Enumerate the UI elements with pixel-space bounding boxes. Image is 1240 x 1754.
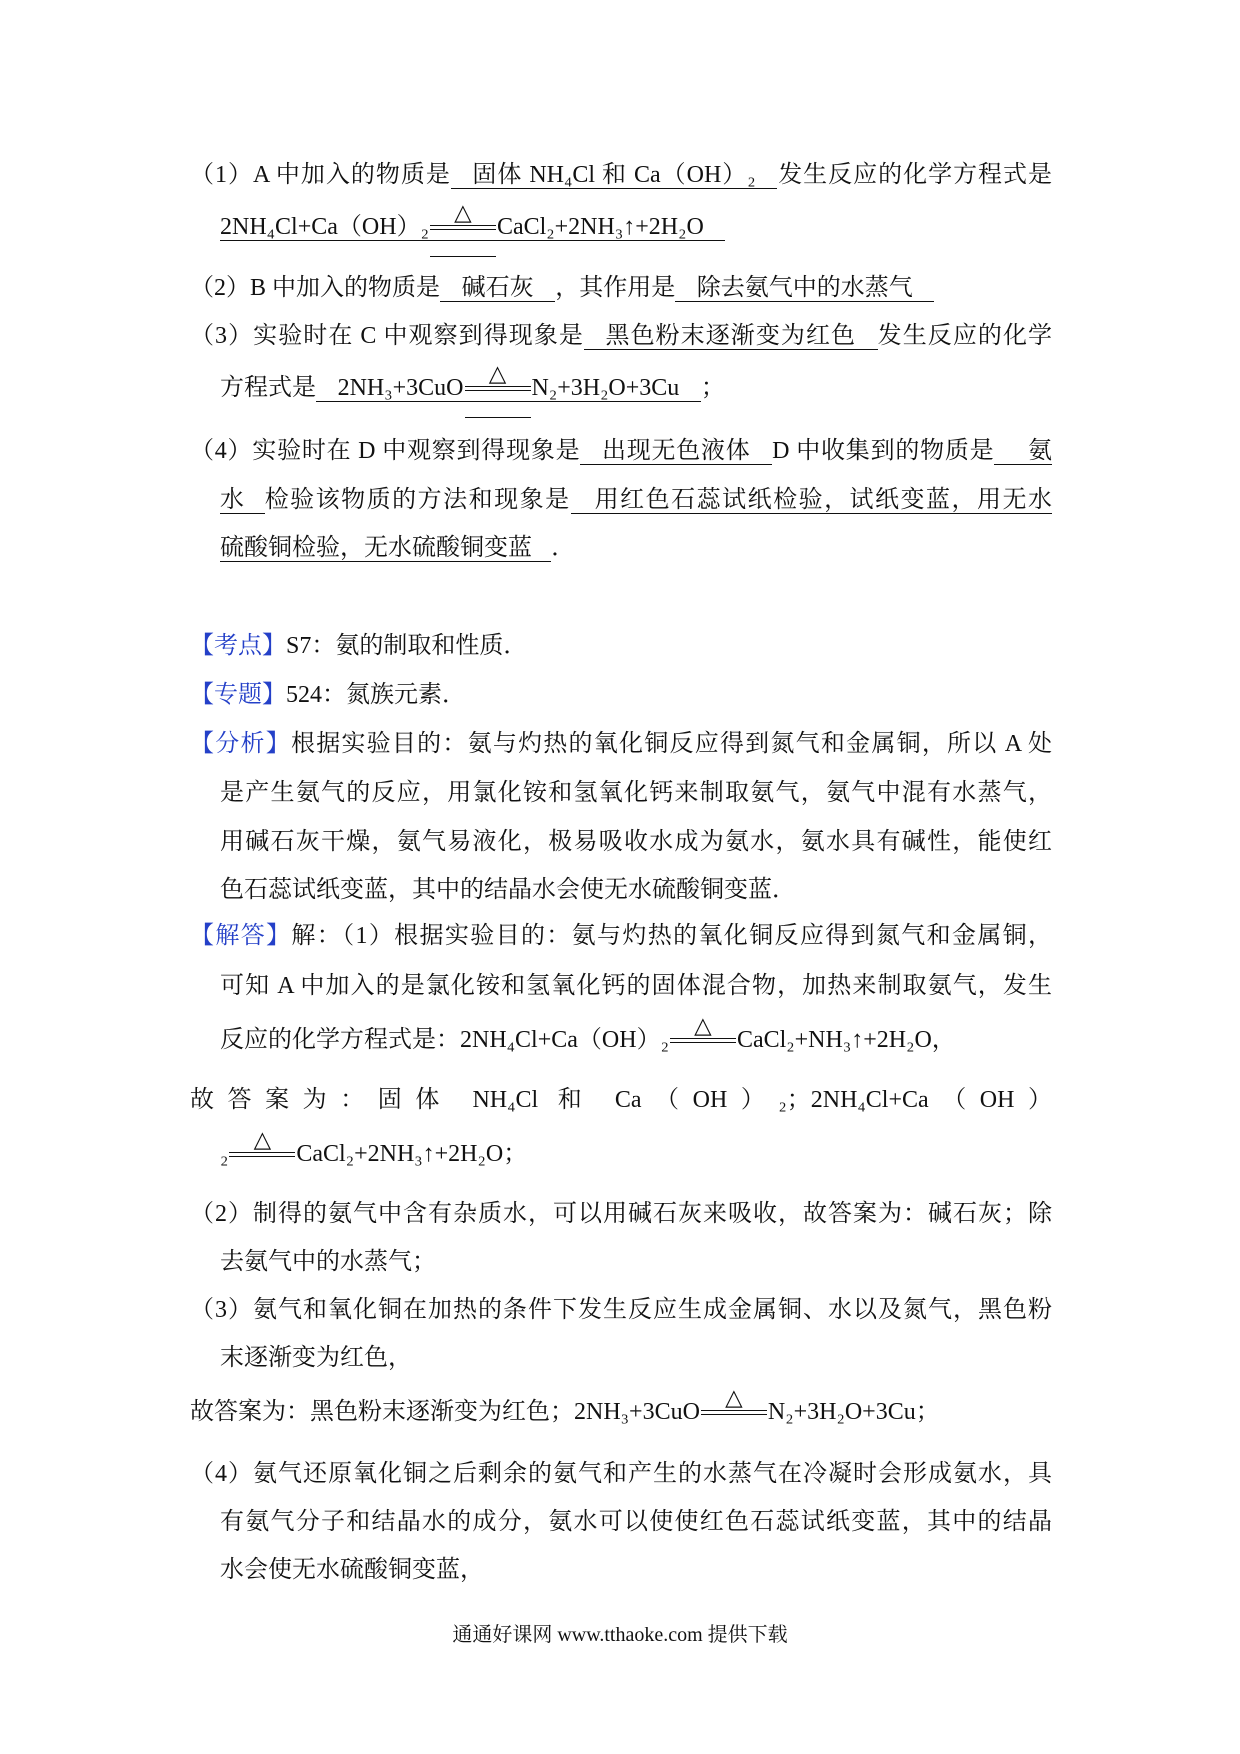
q3-line-2 [220,360,1052,405]
jieda-answer-1-line-1 [190,1083,1052,1117]
q1-prefix: （1）A 中加入的物质是 [190,162,451,188]
jieda-equation-reactants: 2NH₄Cl+Ca（OH）₂ [460,1027,669,1053]
q1-middle: 发生反应的化学方程式是 [777,162,1053,188]
jieda-answer-1-reactants-tail: ₂ [220,1141,229,1167]
jieda-text-2: 可知 A 中加入的是氯化铵和氢氧化钙的固体混合物，加热来制取氨气，发生 [220,973,1052,999]
jieda-part4-line-2 [220,1505,1052,1539]
jieda-answer-1-text: 故答案为：固体 NH₄Cl 和 Ca（OH）₂；2NH₄Cl+Ca（OH） [190,1087,1052,1113]
q3-line-1 [190,319,1052,353]
jieda-part3-double-line-sign [701,1410,767,1415]
jieda-part4-text-2: 有氨气分子和结晶水的成分，氨水可以使使红色石蕊试纸变蓝，其中的结晶 [220,1509,1052,1535]
jieda-part2-line-2 [220,1245,1052,1279]
q2-substance-blank: 碱石灰 [440,275,555,302]
jieda-answer-1-heating-arrow [229,1126,295,1161]
jieda-part4-text-3: 水会使无水硫酸铜变蓝， [220,1557,484,1583]
zhuanti-line [190,678,1052,712]
q1-substance-blank: 固体 NH₄Cl 和 Ca（OH）₂ [451,162,777,189]
q4-substance-blank-part1: 氨 [994,438,1052,465]
jieda-part2-text-1: （2）制得的氨气中含有杂质水，可以用碱石灰来吸收，故答案为：碱石灰；除 [190,1201,1052,1227]
jieda-part2-line-1 [190,1197,1052,1231]
q1-equation-reactants: 2NH₄Cl+Ca（OH）₂ [220,214,429,240]
jieda-part3-heating-triangle-symbol: △ [725,1384,743,1411]
fenxi-tag: 【分析】 [190,731,291,757]
q4-phenomenon-blank: 出现无色液体 [580,438,772,465]
q4-line-1 [190,434,1052,468]
q4-middle: D 中收集到的物质是 [772,438,995,464]
jieda-part3-text-2: 末逐渐变为红色， [220,1345,412,1371]
fenxi-line-2 [220,776,1052,810]
jieda-line-1 [190,919,1052,953]
jieda-line-3 [220,1012,1052,1057]
fenxi-line-1 [190,727,1052,761]
q3-equation-products: N₂+3H₂O+3Cu [531,375,680,401]
jieda-double-line-sign [670,1038,736,1043]
q3-continuation: 方程式是 [220,375,316,401]
q3-heating-triangle-symbol: △ [488,360,507,387]
fenxi-line-4 [220,873,1052,907]
q3-end: ； [700,375,725,401]
q2-line [190,271,1052,305]
jieda-part4-line-1 [190,1457,1052,1491]
fenxi-text-1: 根据实验目的：氨与灼热的氧化铜反应得到氮气和金属铜，所以 A 处 [290,731,1053,757]
q4-line-2 [220,483,1052,517]
q3-middle: 发生反应的化学 [877,323,1052,349]
q4-method-label: 检验该物质的方法和现象是 [264,487,571,513]
jieda-answer-1-products: CaCl₂+2NH₃↑+2H₂O [296,1141,504,1167]
q3-prefix: （3）实验时在 C 中观察到得现象是 [190,323,584,349]
q4-line-3 [220,531,1052,565]
jieda-answer-1-double-line-sign [229,1152,295,1157]
jieda-text-1: 解：（1）根据实验目的：氨与灼热的氧化铜反应得到氮气和金属铜， [291,923,1053,949]
jieda-part2-text-2: 去氨气中的水蒸气； [220,1249,436,1275]
q1-line-1 [190,158,1052,192]
q2-purpose-blank: 除去氨气中的水蒸气 [675,275,934,302]
jieda-tag: 【解答】 [190,923,292,949]
fenxi-text-3: 用碱石灰干燥，氨气易液化，极易吸收水成为氨水，氨水具有碱性，能使红 [220,829,1052,855]
jieda-part3-answer-line [190,1384,1052,1429]
q1-equation-blank [220,199,725,241]
jieda-part3-line-1 [190,1293,1052,1327]
jieda-heating-arrow [670,1012,736,1047]
fenxi-text-2: 是产生氨气的反应，用氯化铵和氢氧化钙来制取氨气，氨气中混有水蒸气， [220,780,1052,806]
jieda-part3-answer-end: ； [915,1399,940,1425]
jieda-part4-text-1: （4）氨气还原氧化铜之后剩余的氨气和产生的水蒸气在冷凝时会形成氨水，具 [190,1461,1052,1487]
fenxi-text-4: 色石蕊试纸变蓝，其中的结晶水会使无水硫酸铜变蓝． [220,877,796,903]
q3-phenomenon-blank: 黑色粉末逐渐变为红色 [584,323,878,350]
q4-method-blank-part1: 用红色石蕊试纸检验，试纸变蓝，用无水 [571,487,1052,514]
jieda-heating-triangle-symbol: △ [694,1012,712,1039]
jieda-equation-prefix: 反应的化学方程式是： [220,1027,460,1053]
q3-equation-blank [316,360,701,402]
q1-line-2 [220,199,1052,244]
fenxi-line-3 [220,825,1052,859]
jieda-part3-answer-reactants: 2NH₃+3CuO [574,1399,700,1425]
q3-equation-reactants: 2NH₃+3CuO [337,375,464,401]
q1-heating-arrow [430,199,496,234]
jieda-part3-text-1: （3）氨气和氧化铜在加热的条件下发生反应生成金属铜、水以及氮气，黑色粉 [190,1297,1052,1323]
jieda-part3-heating-arrow [701,1384,767,1419]
jieda-answer-1-end: ； [503,1141,528,1167]
zhuanti-tag: 【专题】 [190,682,286,708]
jieda-part4-line-3 [220,1553,1052,1587]
jieda-part3-answer-products: N₂+3H₂O+3Cu [767,1399,916,1425]
jieda-answer-1-heating-triangle-symbol: △ [253,1126,272,1153]
jieda-equation-end: ， [931,1027,956,1053]
q1-double-line-sign [430,225,496,230]
kaodian-tag: 【考点】 [190,633,286,659]
jieda-part3-line-2 [220,1341,1052,1375]
jieda-part3-answer-prefix: 故答案为：黑色粉末逐渐变为红色； [190,1399,574,1425]
page-footer: 通通好课网 www.tthaoke.com 提供下载 [452,1624,788,1646]
q1-heating-triangle-symbol: △ [454,199,472,226]
q3-heating-arrow [465,360,531,395]
q4-substance-blank-part2: 水 [220,487,265,514]
kaodian-line [190,629,1052,663]
q2-prefix: （2）B 中加入的物质是 [190,275,441,301]
q2-middle: ，其作用是 [555,275,676,301]
jieda-line-2 [220,969,1052,1003]
q4-method-blank-part2: 硫酸铜检验，无水硫酸铜变蓝 [220,535,551,562]
q3-double-line-sign [465,386,531,391]
q1-equation-products: CaCl₂+2NH₃↑+2H₂O [496,214,704,240]
jieda-equation-products: CaCl₂+NH₃↑+2H₂O [736,1027,932,1053]
q4-prefix: （4）实验时在 D 中观察到得现象是 [190,438,581,464]
kaodian-text: S7：氨的制取和性质． [286,633,528,659]
q4-end: ． [551,535,576,561]
jieda-answer-1-line-2 [220,1126,1052,1171]
zhuanti-text: 524：氮族元素． [286,682,466,708]
